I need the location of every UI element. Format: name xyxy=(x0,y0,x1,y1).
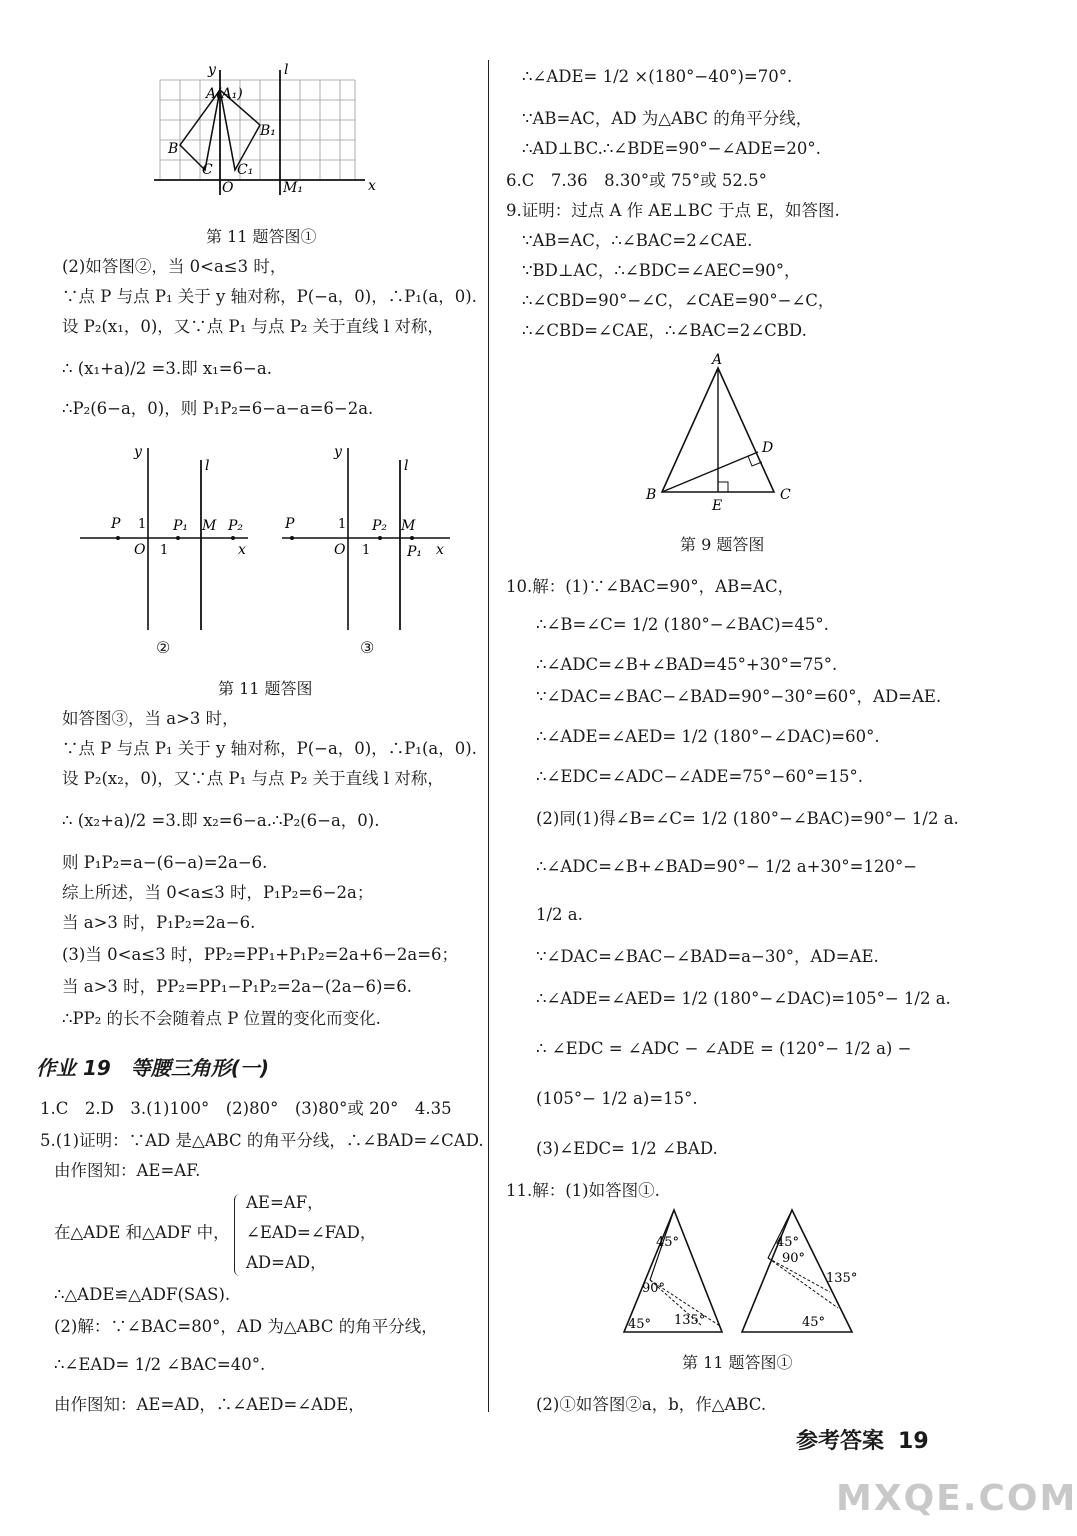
text-line: ∵∠DAC=∠BAC−∠BAD=90°−30°=60°，AD=AE. xyxy=(536,687,942,706)
footer-title: 参考答案 xyxy=(796,1429,885,1454)
label-l: l xyxy=(205,458,210,474)
label-y: y xyxy=(208,62,216,78)
page-number: 19 xyxy=(898,1429,929,1454)
figure-11-1-grid xyxy=(150,60,380,210)
fig11-23-caption: 第 11 题答图 xyxy=(218,679,313,698)
label-d: D xyxy=(762,440,774,456)
text-line: 由作图知：AE=AD，∴∠AED=∠ADE， xyxy=(54,1395,365,1414)
label-y: y xyxy=(134,444,142,460)
text-line: ∴∠ADE= 1/2 ×(180°−40°)=70°. xyxy=(522,67,793,86)
fig11-1-caption: 第 11 题答图① xyxy=(206,227,317,246)
text-line: ∴∠EDC=∠ADC−∠ADE=75°−60°=15°. xyxy=(536,767,863,786)
label-one: 1 xyxy=(138,517,147,532)
fig11r-caption: 第 11 题答图① xyxy=(682,1353,793,1372)
watermark: MXQE.COM xyxy=(836,1478,1077,1519)
text-line: 设 P₂(x₁，0)，又∵点 P₁ 与点 P₂ 关于直线 l 对称， xyxy=(62,317,444,336)
label-o: O xyxy=(134,542,146,558)
figure-11-3 xyxy=(280,440,460,640)
section-title: 作业 19 等腰三角形(一) xyxy=(36,1056,270,1080)
label-p: P xyxy=(111,516,121,532)
text-line: ∴ (x₂+a)/2 =3.即 x₂=6−a.∴P₂(6−a，0). xyxy=(62,811,380,830)
figure-9-triangle xyxy=(640,352,810,512)
text-line: ∴P₂(6−a，0)，则 P₁P₂=6−a−a=6−2a. xyxy=(62,399,374,418)
label-x: x xyxy=(368,178,376,194)
label-x: x xyxy=(436,542,444,558)
text-line: ∴PP₂ 的长不会随着点 P 位置的变化而变化. xyxy=(62,1009,381,1028)
label-one: 1 xyxy=(362,543,371,558)
text-line: ∴∠ADE=∠AED= 1/2 (180°−∠DAC)=60°. xyxy=(536,727,880,746)
text-line: ∵BD⊥AC，∴∠BDC=∠AEC=90°， xyxy=(522,261,801,280)
angle-45: 45° xyxy=(776,1235,800,1250)
text-line: 1.C 2.D 3.(1)100° (2)80° (3)80°或 20° 4.35 xyxy=(40,1099,452,1118)
fig-2-label: ② xyxy=(156,638,171,657)
text-line: 则 P₁P₂=a−(6−a)=2a−6. xyxy=(62,853,268,872)
label-m: M xyxy=(401,518,416,534)
label-e: E xyxy=(712,498,723,514)
text-line: (2)如答图②，当 0<a≤3 时， xyxy=(62,257,287,276)
fig9-caption: 第 9 题答图 xyxy=(680,535,765,554)
system-brace xyxy=(234,1194,245,1276)
text-line: ∵AB=AC，∴∠BAC=2∠CAE. xyxy=(522,231,753,250)
label-one: 1 xyxy=(338,517,347,532)
label-p1: P₁ xyxy=(173,518,189,534)
figure-11-right-triangles xyxy=(616,1206,866,1338)
text-line: ∴∠ADC=∠B+∠BAD=45°+30°=75°. xyxy=(536,655,838,674)
fig-3-label: ③ xyxy=(360,638,375,657)
label-x: x xyxy=(238,542,246,558)
text-line: (3)∠EDC= 1/2 ∠BAD. xyxy=(536,1139,718,1158)
text-line: ∵点 P 与点 P₁ 关于 y 轴对称，P(−a，0)，∴P₁(a，0). xyxy=(62,287,477,306)
text-line: ∴∠B=∠C= 1/2 (180°−∠BAC)=45°. xyxy=(536,615,829,634)
text-line: ∴∠ADC=∠B+∠BAD=90°− 1/2 a+30°=120°− xyxy=(536,857,918,876)
angle-45: 45° xyxy=(802,1315,826,1330)
text-line: ∴∠ADE=∠AED= 1/2 (180°−∠DAC)=105°− 1/2 a. xyxy=(536,989,951,1008)
label-p2: P₂ xyxy=(228,518,244,534)
text-line: 当 a>3 时，P₁P₂=2a−6. xyxy=(62,913,256,932)
text-line: ∴AD⊥BC.∴∠BDE=90°−∠ADE=20°. xyxy=(522,139,821,158)
text-line: ∵点 P 与点 P₁ 关于 y 轴对称，P(−a，0)，∴P₁(a，0). xyxy=(62,739,477,758)
label-m1: M₁ xyxy=(283,180,303,196)
label-c1: C₁ xyxy=(237,162,254,178)
text-line: ∠EAD=∠FAD， xyxy=(246,1223,377,1242)
text-line: (2)同(1)得∠B=∠C= 1/2 (180°−∠BAC)=90°− 1/2 a. xyxy=(536,809,959,828)
text-line: 在△ADE 和△ADF 中， xyxy=(54,1223,230,1242)
text-line: ∴∠CBD=∠CAE，∴∠BAC=2∠CBD. xyxy=(522,321,807,340)
text-line: 10.解：(1)∵∠BAC=90°，AB=AC， xyxy=(506,577,795,596)
label-c: C xyxy=(780,487,791,503)
label-c: C xyxy=(202,162,213,178)
text-line: ∵AB=AC，AD 为△ABC 的角平分线， xyxy=(522,109,813,128)
label-l: l xyxy=(284,62,289,78)
text-line: 6.C 7.36 8.30°或 75°或 52.5° xyxy=(506,171,767,190)
text-line: (2)①如答图②a，b，作△ABC. xyxy=(536,1395,767,1414)
label-b1: B₁ xyxy=(260,123,276,139)
angle-90: 90° xyxy=(782,1251,806,1266)
figure-11-2 xyxy=(78,440,258,640)
label-one: 1 xyxy=(160,543,169,558)
label-o: O xyxy=(222,180,234,196)
text-line: 如答图③，当 a>3 时， xyxy=(62,709,239,728)
label-a-a1: A(A₁) xyxy=(206,86,243,102)
text-line: (2)解：∵∠BAC=80°，AD 为△ABC 的角平分线， xyxy=(54,1317,438,1336)
angle-45: 45° xyxy=(656,1235,680,1250)
text-line: ∴∠EAD= 1/2 ∠BAC=40°. xyxy=(54,1355,266,1374)
column-divider xyxy=(488,60,489,1412)
text-line: 1/2 a. xyxy=(536,905,583,924)
angle-135: 135° xyxy=(674,1313,706,1328)
text-line: AE=AF， xyxy=(246,1193,324,1212)
label-y: y xyxy=(334,444,342,460)
angle-135: 135° xyxy=(826,1271,858,1286)
text-line: 综上所述，当 0<a≤3 时，P₁P₂=6−2a； xyxy=(62,883,374,902)
text-line: 当 a>3 时，PP₂=PP₁−P₁P₂=2a−(2a−6)=6. xyxy=(62,977,412,996)
label-o: O xyxy=(334,542,346,558)
label-p2: P₂ xyxy=(372,518,388,534)
text-line: ∴∠CBD=90°−∠C，∠CAE=90°−∠C， xyxy=(522,291,835,310)
text-line: ∴ ∠EDC = ∠ADC − ∠ADE = (120°− 1/2 a) − xyxy=(536,1039,912,1058)
text-line: 9.证明：过点 A 作 AE⊥BC 于点 E，如答图. xyxy=(506,201,840,220)
page-footer xyxy=(796,1424,929,1455)
label-p: P xyxy=(285,516,295,532)
angle-90: 90° xyxy=(642,1281,666,1296)
text-line: 设 P₂(x₂，0)，又∵点 P₁ 与点 P₂ 关于直线 l 对称， xyxy=(62,769,444,788)
label-b: B xyxy=(168,141,179,157)
text-line: (105°− 1/2 a)=15°. xyxy=(536,1089,698,1108)
text-line: 5.(1)证明：∵AD 是△ABC 的角平分线，∴∠BAD=∠CAD. xyxy=(40,1131,484,1150)
text-line: 由作图知：AE=AF. xyxy=(54,1161,201,1180)
label-p1: P₁ xyxy=(407,544,423,560)
angle-45: 45° xyxy=(628,1317,652,1332)
text-line: ∴△ADE≌△ADF(SAS). xyxy=(54,1285,231,1304)
text-line: ∵∠DAC=∠BAC−∠BAD=a−30°，AD=AE. xyxy=(536,947,879,966)
label-a: A xyxy=(712,352,723,368)
text-line: 11.解：(1)如答图①. xyxy=(506,1181,660,1200)
label-b: B xyxy=(646,487,657,503)
label-l: l xyxy=(404,458,409,474)
text-line: AD=AD， xyxy=(246,1253,327,1272)
text-line: ∴ (x₁+a)/2 =3.即 x₁=6−a. xyxy=(62,359,272,378)
label-m: M xyxy=(202,518,217,534)
text-line: (3)当 0<a≤3 时，PP₂=PP₁+P₁P₂=2a+6−2a=6； xyxy=(62,945,459,964)
